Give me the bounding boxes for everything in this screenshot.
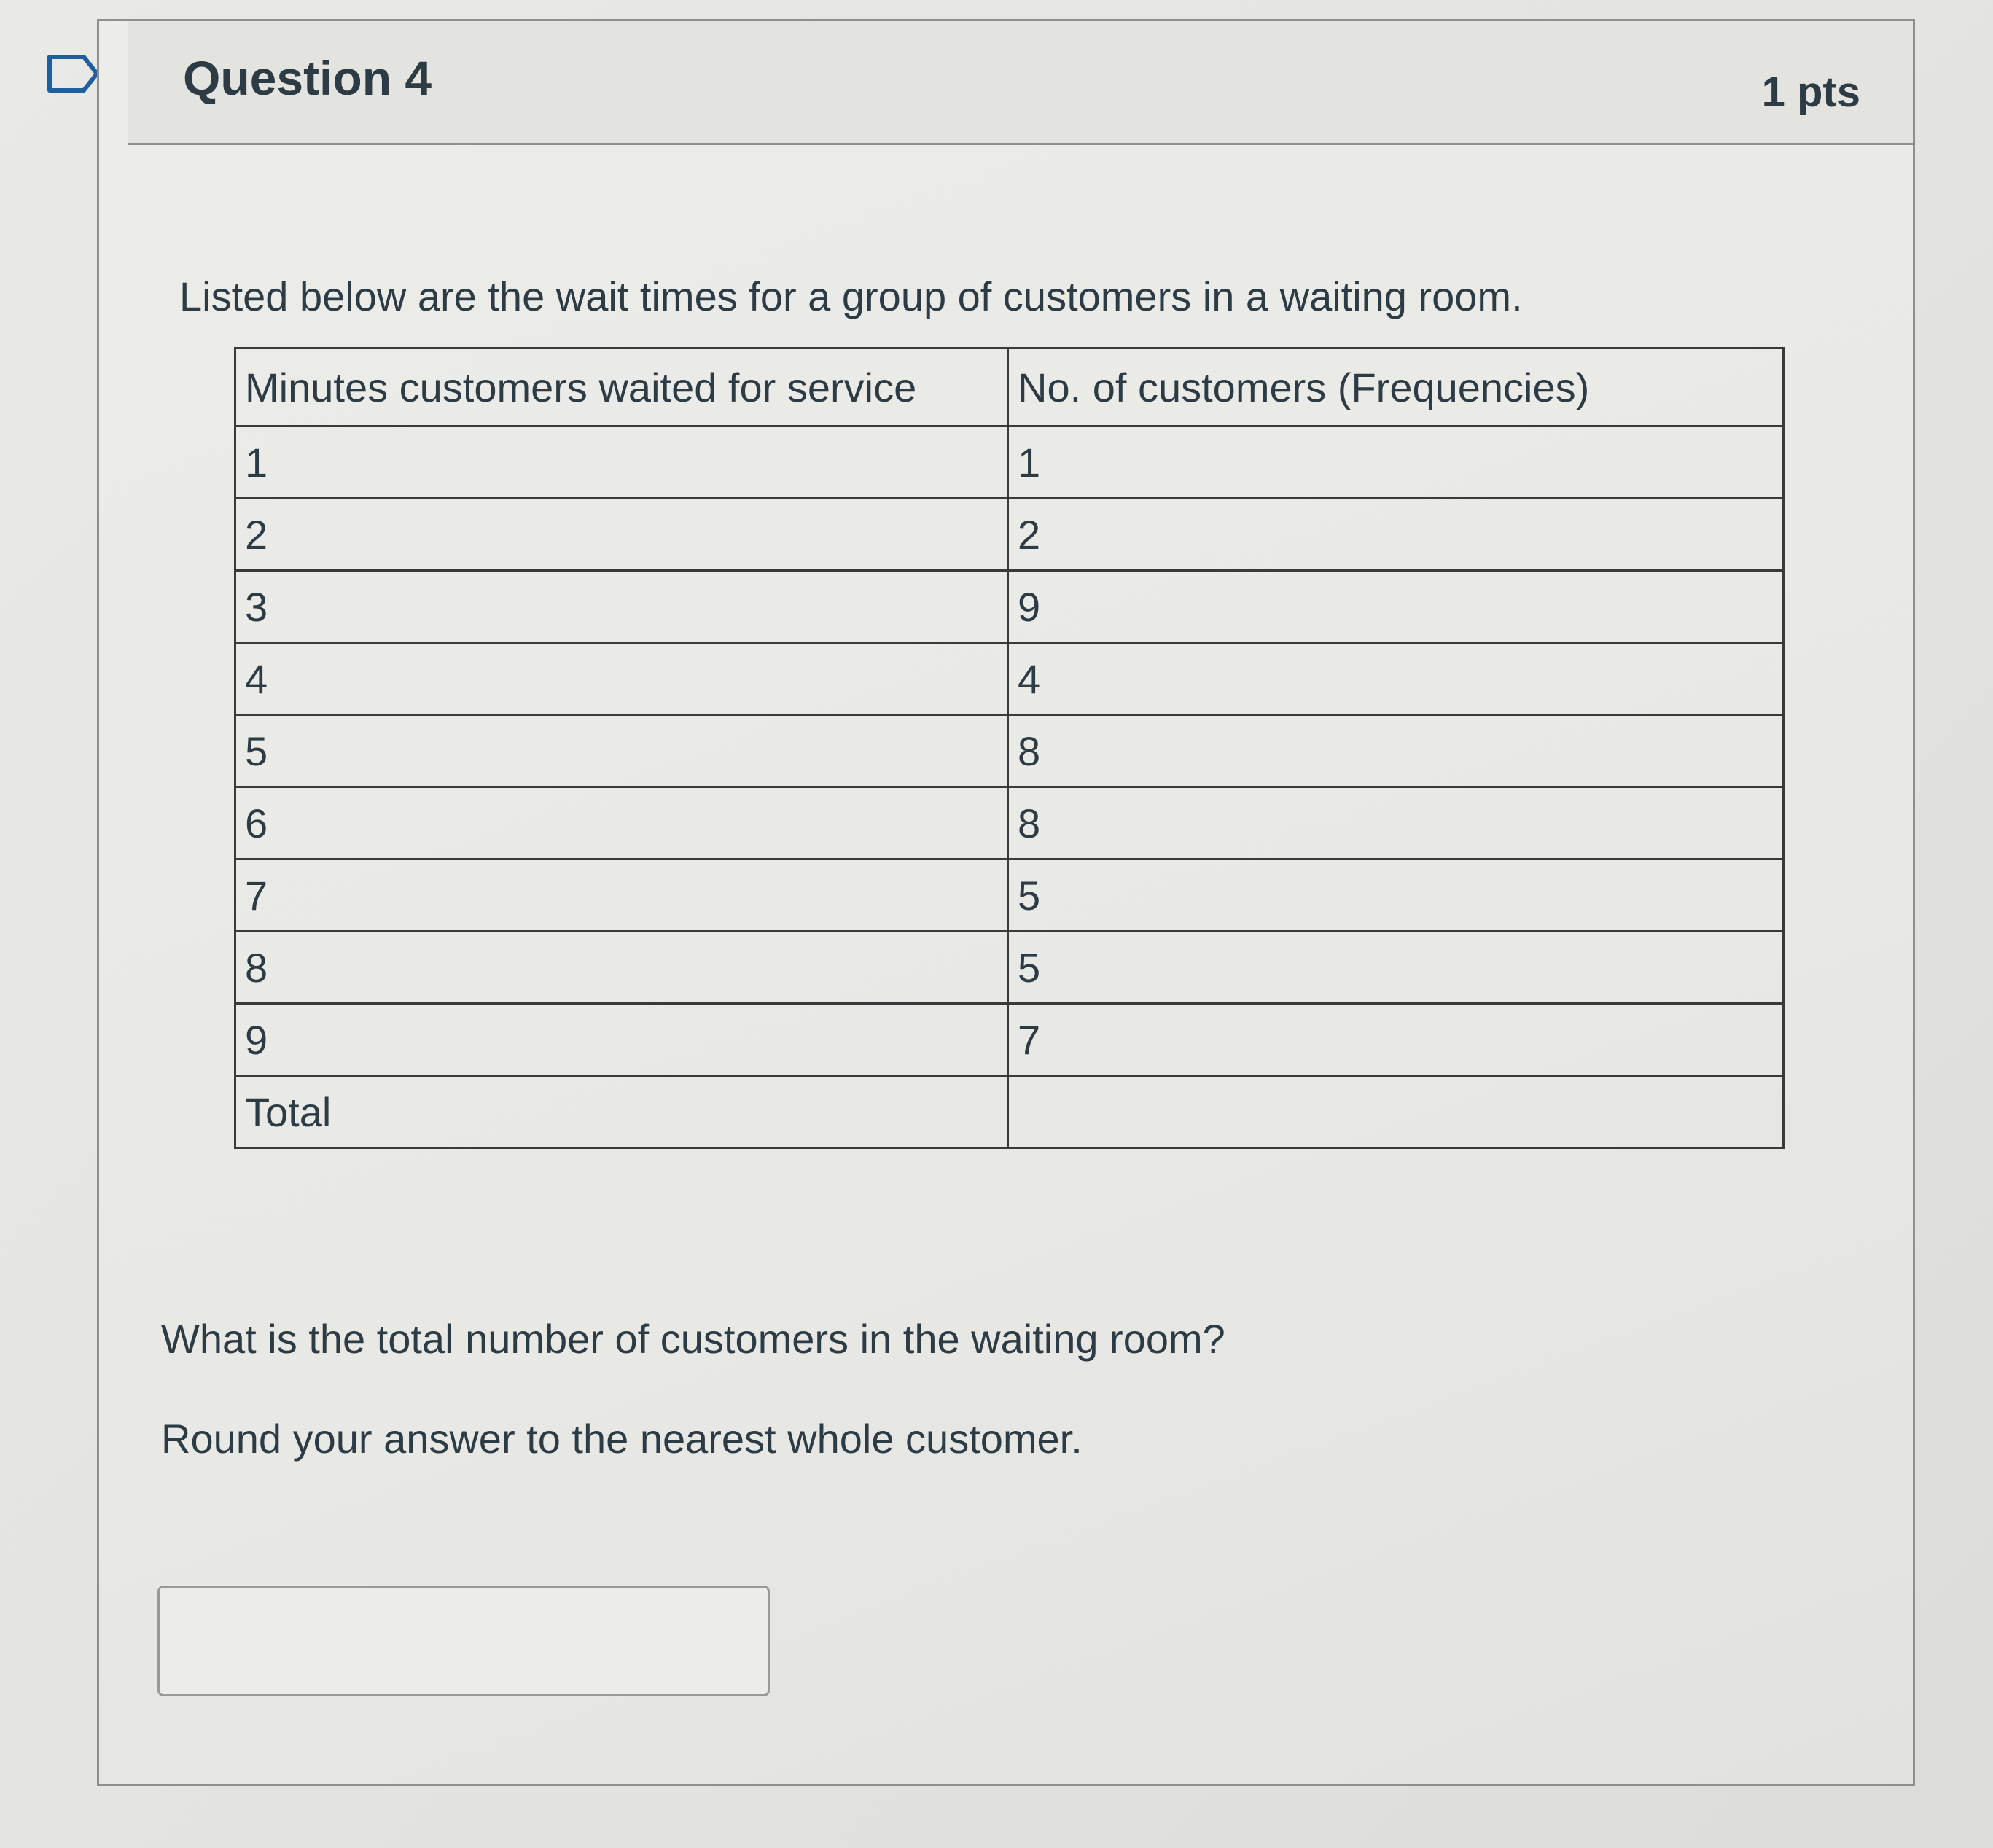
frequency-cell: 5 xyxy=(1008,932,1784,1004)
table-row xyxy=(235,859,1784,932)
minutes-cell: 4 xyxy=(235,643,1008,715)
frequency-cell: 8 xyxy=(1008,715,1784,787)
minutes-cell: 6 xyxy=(235,787,1008,859)
table-header-row xyxy=(235,348,1784,426)
table-row xyxy=(235,643,1784,715)
question-instruction: Round your answer to the nearest whole customer. xyxy=(161,1416,1083,1462)
question-body xyxy=(99,145,1913,1784)
question-points: 1 pts xyxy=(1761,69,1860,116)
frequency-cell: 9 xyxy=(1008,571,1784,643)
minutes-cell: 2 xyxy=(235,499,1008,571)
frequency-table xyxy=(234,347,1785,1149)
bookmark-flag-icon[interactable] xyxy=(46,53,101,94)
table-row xyxy=(235,1004,1784,1076)
frequency-cell: 7 xyxy=(1008,1004,1784,1076)
table-row xyxy=(235,499,1784,571)
minutes-cell: 7 xyxy=(235,859,1008,932)
question-prompt: What is the total number of customers in the waiting room? xyxy=(161,1316,1225,1362)
minutes-cell: 1 xyxy=(235,426,1008,499)
frequency-cell: 8 xyxy=(1008,787,1784,859)
question-title: Question 4 xyxy=(183,51,432,105)
frequency-cell: 4 xyxy=(1008,643,1784,715)
frequency-cell: 2 xyxy=(1008,499,1784,571)
table-row xyxy=(235,426,1784,499)
column-header-minutes: Minutes customers waited for service xyxy=(235,348,1008,426)
column-header-frequency: No. of customers (Frequencies) xyxy=(1008,348,1784,426)
total-label-cell: Total xyxy=(235,1076,1008,1148)
minutes-cell: 8 xyxy=(235,932,1008,1004)
minutes-cell: 9 xyxy=(235,1004,1008,1076)
table-total-row xyxy=(235,1076,1784,1148)
table-row xyxy=(235,932,1784,1004)
minutes-cell: 5 xyxy=(235,715,1008,787)
question-card xyxy=(97,19,1915,1786)
total-value-cell xyxy=(1008,1076,1784,1148)
table-row xyxy=(235,571,1784,643)
minutes-cell: 3 xyxy=(235,571,1008,643)
frequency-cell: 1 xyxy=(1008,426,1784,499)
question-intro: Listed below are the wait times for a group of customers in a waiting room. xyxy=(179,273,1523,319)
question-header xyxy=(128,21,1913,145)
answer-input[interactable] xyxy=(157,1586,770,1696)
frequency-cell: 5 xyxy=(1008,859,1784,932)
table-row xyxy=(235,787,1784,859)
table-row xyxy=(235,715,1784,787)
